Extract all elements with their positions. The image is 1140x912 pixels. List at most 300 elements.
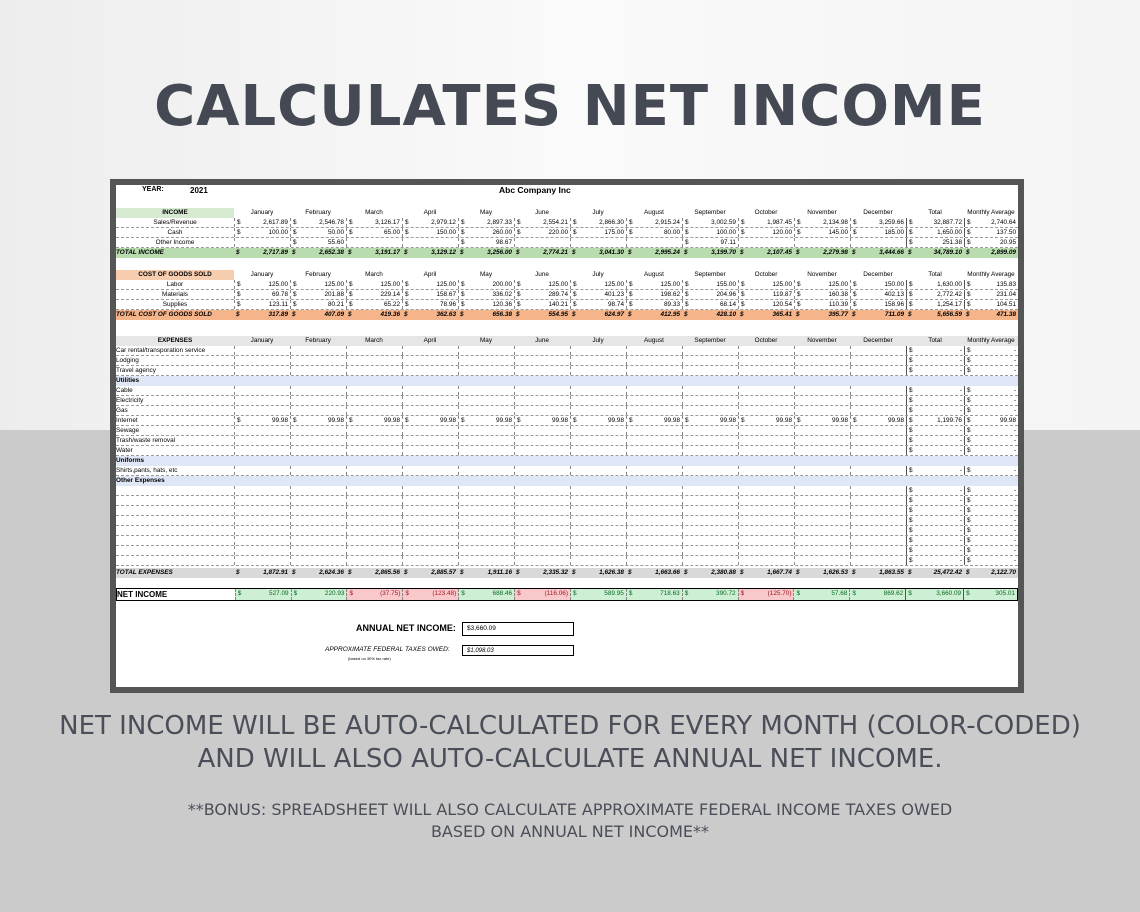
expense-cell-2[interactable] xyxy=(346,396,402,405)
expense-cell-4[interactable] xyxy=(458,446,514,455)
expense-total[interactable] xyxy=(906,416,964,425)
expense-cell-0[interactable] xyxy=(234,356,290,365)
expense-cell-1[interactable] xyxy=(290,536,346,545)
cell-cogs-1-1[interactable] xyxy=(290,290,346,299)
expense-total[interactable] xyxy=(906,546,964,555)
expense-cell-9[interactable] xyxy=(738,366,794,375)
expense-cell-6[interactable] xyxy=(570,426,626,435)
expense-cell-7[interactable] xyxy=(626,546,682,555)
expense-total[interactable] xyxy=(906,426,964,435)
expense-cell-11[interactable] xyxy=(850,386,906,395)
total-cell-7[interactable] xyxy=(626,248,682,258)
cell-cogs-0-1[interactable] xyxy=(290,280,346,289)
expense-cell-3[interactable] xyxy=(402,426,458,435)
expense-cell-5[interactable] xyxy=(514,556,570,565)
expense-cell-3[interactable] xyxy=(402,506,458,515)
annual-net-income-value[interactable]: $3,660.09 xyxy=(462,622,574,636)
year-value[interactable]: 2021 xyxy=(190,186,208,195)
expense-cell-10[interactable] xyxy=(794,486,850,495)
cell-cogs-2-0[interactable] xyxy=(234,300,290,309)
expense-total[interactable] xyxy=(906,346,964,355)
cell-income-0-11[interactable] xyxy=(850,218,906,227)
expense-cell-1[interactable] xyxy=(290,386,346,395)
expense-cell-4[interactable] xyxy=(458,396,514,405)
cell-total[interactable] xyxy=(906,280,964,289)
total-cell-11[interactable] xyxy=(850,568,906,578)
net-income-cell-0[interactable] xyxy=(235,589,291,600)
expense-cell-4[interactable] xyxy=(458,466,514,475)
cell-cogs-2-10[interactable] xyxy=(794,300,850,309)
cell-income-2-6[interactable] xyxy=(570,238,626,247)
expense-cell-6[interactable] xyxy=(570,416,626,425)
total-cell-9[interactable] xyxy=(738,248,794,258)
cell-income-2-0[interactable] xyxy=(234,238,290,247)
expense-cell-10[interactable] xyxy=(794,426,850,435)
expense-cell-9[interactable] xyxy=(738,466,794,475)
company-name[interactable]: Abc Company Inc xyxy=(499,185,571,195)
expense-average[interactable] xyxy=(964,486,1018,495)
expense-cell-5[interactable] xyxy=(514,406,570,415)
expense-cell-2[interactable] xyxy=(346,536,402,545)
expense-average[interactable] xyxy=(964,546,1018,555)
expense-cell-3[interactable] xyxy=(402,416,458,425)
expense-cell-5[interactable] xyxy=(514,356,570,365)
expense-cell-6[interactable] xyxy=(570,366,626,375)
expense-cell-7[interactable] xyxy=(626,556,682,565)
grand-average[interactable] xyxy=(964,568,1018,578)
tax-owed-value[interactable]: $1,098.03 xyxy=(462,645,574,656)
expense-cell-3[interactable] xyxy=(402,496,458,505)
expense-cell-11[interactable] xyxy=(850,436,906,445)
expense-cell-6[interactable] xyxy=(570,516,626,525)
expense-average[interactable] xyxy=(964,416,1018,425)
expense-cell-3[interactable] xyxy=(402,396,458,405)
cell-cogs-1-10[interactable] xyxy=(794,290,850,299)
expense-cell-8[interactable] xyxy=(682,346,738,355)
expense-cell-2[interactable] xyxy=(346,496,402,505)
total-cell-5[interactable] xyxy=(514,310,570,320)
expense-cell-11[interactable] xyxy=(850,506,906,515)
expense-cell-6[interactable] xyxy=(570,506,626,515)
expense-cell-3[interactable] xyxy=(402,516,458,525)
expense-cell-10[interactable] xyxy=(794,516,850,525)
expense-cell-5[interactable] xyxy=(514,446,570,455)
expense-cell-0[interactable] xyxy=(234,426,290,435)
expense-total[interactable] xyxy=(906,486,964,495)
expense-cell-7[interactable] xyxy=(626,506,682,515)
expense-cell-4[interactable] xyxy=(458,366,514,375)
expense-cell-1[interactable] xyxy=(290,496,346,505)
total-cell-0[interactable] xyxy=(234,248,290,258)
cell-cogs-0-0[interactable] xyxy=(234,280,290,289)
expense-cell-4[interactable] xyxy=(458,346,514,355)
expense-cell-9[interactable] xyxy=(738,436,794,445)
expense-cell-4[interactable] xyxy=(458,486,514,495)
cell-income-0-5[interactable] xyxy=(514,218,570,227)
expense-cell-10[interactable] xyxy=(794,406,850,415)
expense-cell-10[interactable] xyxy=(794,546,850,555)
expense-cell-6[interactable] xyxy=(570,346,626,355)
total-cell-0[interactable] xyxy=(234,310,290,320)
cell-cogs-1-11[interactable] xyxy=(850,290,906,299)
expense-cell-10[interactable] xyxy=(794,396,850,405)
expense-cell-0[interactable] xyxy=(234,406,290,415)
expense-cell-1[interactable] xyxy=(290,436,346,445)
expense-cell-6[interactable] xyxy=(570,406,626,415)
expense-cell-11[interactable] xyxy=(850,356,906,365)
expense-cell-7[interactable] xyxy=(626,426,682,435)
expense-cell-7[interactable] xyxy=(626,436,682,445)
expense-average[interactable] xyxy=(964,396,1018,405)
expense-cell-1[interactable] xyxy=(290,526,346,535)
net-income-cell-5[interactable] xyxy=(514,589,570,600)
cell-cogs-1-5[interactable] xyxy=(514,290,570,299)
cell-average[interactable] xyxy=(964,218,1018,227)
expense-average[interactable] xyxy=(964,356,1018,365)
total-cell-11[interactable] xyxy=(850,248,906,258)
cell-income-1-8[interactable] xyxy=(682,228,738,237)
expense-cell-0[interactable] xyxy=(234,366,290,375)
expense-cell-9[interactable] xyxy=(738,416,794,425)
expense-cell-8[interactable] xyxy=(682,496,738,505)
expense-cell-11[interactable] xyxy=(850,466,906,475)
expense-cell-5[interactable] xyxy=(514,516,570,525)
expense-cell-9[interactable] xyxy=(738,446,794,455)
expense-cell-9[interactable] xyxy=(738,426,794,435)
expense-cell-10[interactable] xyxy=(794,366,850,375)
expense-cell-9[interactable] xyxy=(738,406,794,415)
expense-cell-4[interactable] xyxy=(458,526,514,535)
total-cell-10[interactable] xyxy=(794,310,850,320)
cell-income-2-9[interactable] xyxy=(738,238,794,247)
grand-total[interactable] xyxy=(906,310,964,320)
expense-cell-6[interactable] xyxy=(570,536,626,545)
expense-cell-0[interactable] xyxy=(234,556,290,565)
total-cell-3[interactable] xyxy=(402,568,458,578)
total-cell-0[interactable] xyxy=(234,568,290,578)
expense-cell-7[interactable] xyxy=(626,416,682,425)
expense-average[interactable] xyxy=(964,536,1018,545)
expense-cell-3[interactable] xyxy=(402,526,458,535)
cell-income-2-11[interactable] xyxy=(850,238,906,247)
expense-total[interactable] xyxy=(906,406,964,415)
net-income-cell-8[interactable] xyxy=(682,589,738,600)
expense-cell-11[interactable] xyxy=(850,396,906,405)
expense-cell-4[interactable] xyxy=(458,496,514,505)
expense-cell-5[interactable] xyxy=(514,506,570,515)
expense-cell-3[interactable] xyxy=(402,386,458,395)
expense-cell-0[interactable] xyxy=(234,546,290,555)
expense-cell-0[interactable] xyxy=(234,486,290,495)
cell-cogs-2-7[interactable] xyxy=(626,300,682,309)
cell-income-1-5[interactable] xyxy=(514,228,570,237)
expense-cell-7[interactable] xyxy=(626,516,682,525)
expense-cell-6[interactable] xyxy=(570,486,626,495)
expense-cell-8[interactable] xyxy=(682,446,738,455)
expense-cell-8[interactable] xyxy=(682,396,738,405)
expense-cell-5[interactable] xyxy=(514,396,570,405)
expense-average[interactable] xyxy=(964,526,1018,535)
expense-cell-9[interactable] xyxy=(738,536,794,545)
expense-cell-10[interactable] xyxy=(794,446,850,455)
expense-cell-8[interactable] xyxy=(682,546,738,555)
expense-cell-9[interactable] xyxy=(738,346,794,355)
cell-cogs-2-2[interactable] xyxy=(346,300,402,309)
expense-cell-8[interactable] xyxy=(682,486,738,495)
expense-total[interactable] xyxy=(906,396,964,405)
net-income-cell-1[interactable] xyxy=(291,589,347,600)
expense-average[interactable] xyxy=(964,496,1018,505)
expense-cell-9[interactable] xyxy=(738,506,794,515)
net-income-cell-9[interactable] xyxy=(738,589,794,600)
net-income-cell-6[interactable] xyxy=(570,589,626,600)
expense-cell-4[interactable] xyxy=(458,426,514,435)
cell-income-1-6[interactable] xyxy=(570,228,626,237)
expense-cell-3[interactable] xyxy=(402,366,458,375)
expense-cell-7[interactable] xyxy=(626,366,682,375)
cell-average[interactable] xyxy=(964,300,1018,309)
cell-income-1-0[interactable] xyxy=(234,228,290,237)
expense-cell-2[interactable] xyxy=(346,346,402,355)
expense-cell-11[interactable] xyxy=(850,526,906,535)
expense-total[interactable] xyxy=(906,526,964,535)
expense-average[interactable] xyxy=(964,556,1018,565)
expense-cell-11[interactable] xyxy=(850,556,906,565)
expense-cell-0[interactable] xyxy=(234,496,290,505)
expense-cell-4[interactable] xyxy=(458,556,514,565)
expense-total[interactable] xyxy=(906,466,964,475)
expense-cell-5[interactable] xyxy=(514,466,570,475)
expense-cell-5[interactable] xyxy=(514,496,570,505)
cell-cogs-1-7[interactable] xyxy=(626,290,682,299)
expense-cell-8[interactable] xyxy=(682,536,738,545)
expense-cell-7[interactable] xyxy=(626,406,682,415)
expense-total[interactable] xyxy=(906,366,964,375)
expense-cell-9[interactable] xyxy=(738,486,794,495)
expense-cell-1[interactable] xyxy=(290,506,346,515)
cell-cogs-1-4[interactable] xyxy=(458,290,514,299)
expense-cell-5[interactable] xyxy=(514,436,570,445)
cell-cogs-0-10[interactable] xyxy=(794,280,850,289)
total-cell-1[interactable] xyxy=(290,310,346,320)
expense-cell-10[interactable] xyxy=(794,386,850,395)
expense-total[interactable] xyxy=(906,536,964,545)
grand-total[interactable] xyxy=(906,248,964,258)
expense-cell-8[interactable] xyxy=(682,516,738,525)
expense-cell-10[interactable] xyxy=(794,506,850,515)
expense-cell-4[interactable] xyxy=(458,536,514,545)
cell-income-0-4[interactable] xyxy=(458,218,514,227)
expense-cell-0[interactable] xyxy=(234,536,290,545)
expense-cell-7[interactable] xyxy=(626,386,682,395)
expense-cell-2[interactable] xyxy=(346,526,402,535)
total-cell-8[interactable] xyxy=(682,568,738,578)
cell-income-1-3[interactable] xyxy=(402,228,458,237)
expense-cell-10[interactable] xyxy=(794,416,850,425)
cell-income-0-8[interactable] xyxy=(682,218,738,227)
cell-income-2-7[interactable] xyxy=(626,238,682,247)
cell-income-2-3[interactable] xyxy=(402,238,458,247)
expense-cell-6[interactable] xyxy=(570,556,626,565)
expense-cell-11[interactable] xyxy=(850,546,906,555)
expense-cell-7[interactable] xyxy=(626,486,682,495)
expense-cell-4[interactable] xyxy=(458,416,514,425)
total-cell-2[interactable] xyxy=(346,310,402,320)
expense-cell-3[interactable] xyxy=(402,556,458,565)
expense-cell-4[interactable] xyxy=(458,356,514,365)
net-income-average[interactable] xyxy=(963,589,1017,600)
expense-cell-4[interactable] xyxy=(458,406,514,415)
expense-cell-8[interactable] xyxy=(682,406,738,415)
expense-cell-6[interactable] xyxy=(570,466,626,475)
cell-income-2-2[interactable] xyxy=(346,238,402,247)
expense-cell-7[interactable] xyxy=(626,356,682,365)
cell-income-0-6[interactable] xyxy=(570,218,626,227)
expense-total[interactable] xyxy=(906,436,964,445)
cell-cogs-0-7[interactable] xyxy=(626,280,682,289)
expense-cell-5[interactable] xyxy=(514,426,570,435)
total-cell-3[interactable] xyxy=(402,310,458,320)
total-cell-9[interactable] xyxy=(738,568,794,578)
expense-cell-8[interactable] xyxy=(682,386,738,395)
cell-income-1-4[interactable] xyxy=(458,228,514,237)
expense-cell-2[interactable] xyxy=(346,416,402,425)
expense-cell-2[interactable] xyxy=(346,556,402,565)
expense-cell-0[interactable] xyxy=(234,416,290,425)
expense-cell-2[interactable] xyxy=(346,486,402,495)
expense-cell-9[interactable] xyxy=(738,516,794,525)
cell-cogs-2-8[interactable] xyxy=(682,300,738,309)
expense-cell-7[interactable] xyxy=(626,466,682,475)
expense-cell-1[interactable] xyxy=(290,396,346,405)
expense-cell-6[interactable] xyxy=(570,546,626,555)
expense-cell-5[interactable] xyxy=(514,386,570,395)
expense-average[interactable] xyxy=(964,426,1018,435)
cell-cogs-0-2[interactable] xyxy=(346,280,402,289)
expense-cell-2[interactable] xyxy=(346,426,402,435)
expense-cell-7[interactable] xyxy=(626,526,682,535)
total-cell-4[interactable] xyxy=(458,310,514,320)
expense-cell-11[interactable] xyxy=(850,536,906,545)
cell-income-1-9[interactable] xyxy=(738,228,794,237)
net-income-total[interactable] xyxy=(905,589,963,600)
expense-cell-3[interactable] xyxy=(402,446,458,455)
cell-income-2-5[interactable] xyxy=(514,238,570,247)
net-income-cell-7[interactable] xyxy=(626,589,682,600)
expense-cell-3[interactable] xyxy=(402,486,458,495)
expense-cell-4[interactable] xyxy=(458,516,514,525)
cell-cogs-2-3[interactable] xyxy=(402,300,458,309)
expense-average[interactable] xyxy=(964,436,1018,445)
spreadsheet[interactable] xyxy=(116,185,1018,687)
cell-total[interactable] xyxy=(906,218,964,227)
expense-cell-8[interactable] xyxy=(682,556,738,565)
expense-cell-9[interactable] xyxy=(738,356,794,365)
expense-cell-8[interactable] xyxy=(682,416,738,425)
expense-total[interactable] xyxy=(906,446,964,455)
expense-cell-1[interactable] xyxy=(290,346,346,355)
expense-cell-0[interactable] xyxy=(234,516,290,525)
expense-cell-1[interactable] xyxy=(290,406,346,415)
expense-cell-11[interactable] xyxy=(850,496,906,505)
expense-cell-8[interactable] xyxy=(682,526,738,535)
cell-cogs-1-0[interactable] xyxy=(234,290,290,299)
expense-average[interactable] xyxy=(964,346,1018,355)
expense-average[interactable] xyxy=(964,386,1018,395)
expense-cell-10[interactable] xyxy=(794,346,850,355)
expense-cell-9[interactable] xyxy=(738,546,794,555)
cell-total[interactable] xyxy=(906,300,964,309)
total-cell-4[interactable] xyxy=(458,248,514,258)
expense-cell-9[interactable] xyxy=(738,386,794,395)
cell-total[interactable] xyxy=(906,238,964,247)
expense-cell-2[interactable] xyxy=(346,386,402,395)
expense-cell-6[interactable] xyxy=(570,496,626,505)
expense-cell-2[interactable] xyxy=(346,546,402,555)
cell-cogs-1-8[interactable] xyxy=(682,290,738,299)
expense-cell-1[interactable] xyxy=(290,486,346,495)
cell-income-0-9[interactable] xyxy=(738,218,794,227)
total-cell-6[interactable] xyxy=(570,248,626,258)
cell-cogs-2-1[interactable] xyxy=(290,300,346,309)
cell-income-0-3[interactable] xyxy=(402,218,458,227)
cell-income-2-8[interactable] xyxy=(682,238,738,247)
expense-cell-8[interactable] xyxy=(682,466,738,475)
net-income-cell-4[interactable] xyxy=(458,589,514,600)
expense-cell-9[interactable] xyxy=(738,396,794,405)
expense-average[interactable] xyxy=(964,446,1018,455)
cell-income-2-4[interactable] xyxy=(458,238,514,247)
expense-cell-0[interactable] xyxy=(234,446,290,455)
expense-average[interactable] xyxy=(964,506,1018,515)
expense-cell-3[interactable] xyxy=(402,536,458,545)
expense-cell-9[interactable] xyxy=(738,496,794,505)
expense-cell-6[interactable] xyxy=(570,436,626,445)
expense-cell-6[interactable] xyxy=(570,386,626,395)
expense-cell-1[interactable] xyxy=(290,366,346,375)
expense-cell-6[interactable] xyxy=(570,396,626,405)
expense-cell-1[interactable] xyxy=(290,426,346,435)
expense-cell-1[interactable] xyxy=(290,466,346,475)
expense-total[interactable] xyxy=(906,506,964,515)
net-income-cell-11[interactable] xyxy=(849,589,905,600)
expense-cell-0[interactable] xyxy=(234,466,290,475)
cell-total[interactable] xyxy=(906,290,964,299)
expense-cell-11[interactable] xyxy=(850,516,906,525)
expense-total[interactable] xyxy=(906,516,964,525)
expense-cell-1[interactable] xyxy=(290,446,346,455)
total-cell-2[interactable] xyxy=(346,248,402,258)
expense-cell-8[interactable] xyxy=(682,506,738,515)
total-cell-5[interactable] xyxy=(514,248,570,258)
expense-cell-9[interactable] xyxy=(738,556,794,565)
expense-cell-2[interactable] xyxy=(346,506,402,515)
expense-cell-10[interactable] xyxy=(794,556,850,565)
total-cell-8[interactable] xyxy=(682,310,738,320)
expense-cell-0[interactable] xyxy=(234,526,290,535)
cell-average[interactable] xyxy=(964,238,1018,247)
expense-cell-5[interactable] xyxy=(514,536,570,545)
expense-cell-10[interactable] xyxy=(794,436,850,445)
expense-cell-7[interactable] xyxy=(626,396,682,405)
expense-cell-11[interactable] xyxy=(850,426,906,435)
cell-cogs-0-9[interactable] xyxy=(738,280,794,289)
expense-cell-4[interactable] xyxy=(458,436,514,445)
total-cell-7[interactable] xyxy=(626,568,682,578)
expense-cell-2[interactable] xyxy=(346,466,402,475)
expense-cell-11[interactable] xyxy=(850,416,906,425)
expense-cell-5[interactable] xyxy=(514,416,570,425)
